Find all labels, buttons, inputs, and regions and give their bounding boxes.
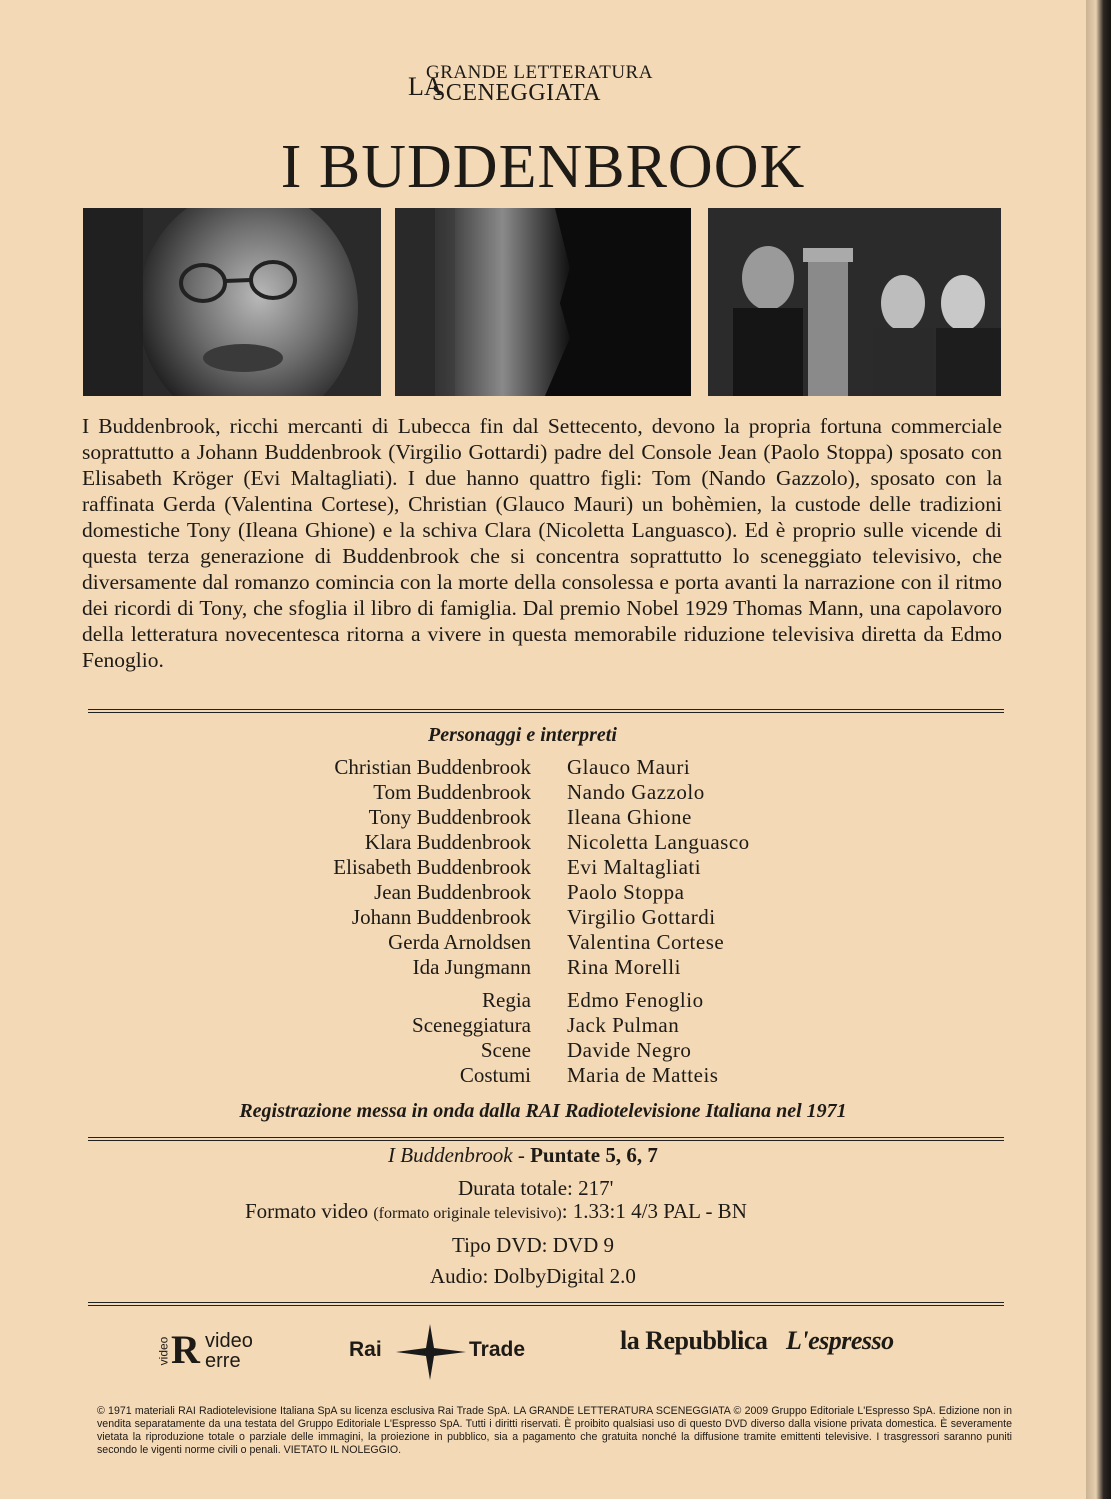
cast-row: [0, 855, 1086, 880]
duration: Durata totale: 217': [458, 1176, 614, 1200]
audio: Audio: DolbyDigital 2.0: [430, 1264, 636, 1288]
cast-row: [0, 830, 1086, 855]
crew-list: [0, 988, 1086, 1088]
cast-heading: Personaggi e interpreti: [428, 724, 617, 746]
videoerre-logo: [156, 1327, 273, 1378]
cast-list: [0, 755, 1086, 980]
cast-role: Tony Buddenbrook: [368, 805, 531, 829]
cast-role: Elisabeth Buddenbrook: [333, 855, 531, 879]
cast-row: [0, 780, 1086, 805]
rai-trade-logo: [349, 1328, 539, 1382]
repubblica-logo: la Repubblica: [620, 1326, 768, 1355]
format-line: [245, 1199, 747, 1224]
divider: [88, 1137, 1004, 1138]
series-logo-la: LA: [408, 72, 443, 101]
cast-actor: Nando Gazzolo: [567, 780, 705, 804]
cast-actor: Virgilio Gottardi: [567, 905, 716, 929]
crew-row: [0, 1063, 1086, 1088]
crew-role: Costumi: [459, 1063, 531, 1087]
legal-notice: © 1971 materiali RAI Radiotelevisione Italiana SpA su licenza esclusiva Rai Trade SpA. LA GRANDE LETTERATURA SCENEGGIATA © 2009 Gruppo Editoriale L'Espresso SpA. Edizione non in vendita separatamente da una testata del Gruppo Editoriale L'Espresso SpA. Tutti i diritti riservati. È proibito qualsiasi uso di questo DVD diverso dalla visione privata domestica. È severamente vietata la riproduzione totale o parziale delle immagini, la proiezione in pubblico, sia a pagamento che gratuita nonché la diffusione tramite emittenti televisive. I trasgressori saranno puniti secondo le vigenti norme civili o penali. VIETATO IL NOLEGGIO.: [97, 1405, 1012, 1456]
episodes-line: [388, 1143, 658, 1168]
rai-label: Rai: [349, 1338, 382, 1361]
rai-star-icon: [396, 1324, 466, 1380]
cast-actor: Nicoletta Languasco: [567, 830, 750, 854]
crew-name: Jack Pulman: [567, 1013, 680, 1037]
cast-role: Jean Buddenbrook: [374, 880, 531, 904]
format-note: (formato originale televisivo): [373, 1205, 562, 1222]
crew-name: Maria de Matteis: [567, 1063, 719, 1087]
divider: [88, 709, 1004, 710]
tech-dash: -: [512, 1143, 531, 1167]
videoerre-line2: erre: [205, 1350, 241, 1372]
crew-role: Regia: [482, 988, 531, 1012]
cast-role: Christian Buddenbrook: [334, 755, 531, 779]
format-value: : 1.33:1 4/3 PAL - BN: [561, 1199, 747, 1223]
crew-name: Edmo Fenoglio: [567, 988, 704, 1012]
cast-row: [0, 880, 1086, 905]
crew-row: [0, 1038, 1086, 1063]
videoerre-vertical-text: video: [156, 1336, 171, 1366]
still-photo-old-man: [83, 208, 381, 396]
crew-name: Davide Negro: [567, 1038, 692, 1062]
tech-title: I Buddenbrook: [388, 1143, 513, 1167]
cast-actor: Glauco Mauri: [567, 755, 691, 779]
divider: [88, 1302, 1004, 1303]
cast-role: Klara Buddenbrook: [364, 830, 531, 854]
cast-actor: Paolo Stoppa: [567, 880, 685, 904]
crew-row: [0, 1013, 1086, 1038]
cast-actor: Rina Morelli: [567, 955, 681, 979]
series-logo: [380, 58, 700, 118]
cast-row: [0, 905, 1086, 930]
crew-row: [0, 988, 1086, 1013]
cast-row: [0, 755, 1086, 780]
page-title: I BUDDENBROOK: [280, 133, 806, 201]
cast-row: [0, 805, 1086, 830]
espresso-logo: L'espresso: [786, 1326, 894, 1355]
videoerre-line1: video: [205, 1330, 253, 1352]
crew-role: Sceneggiatura: [412, 1013, 531, 1037]
cast-role: Johann Buddenbrook: [351, 905, 531, 929]
cast-row: [0, 930, 1086, 955]
cast-actor: Evi Maltagliati: [567, 855, 702, 879]
trade-label: Trade: [469, 1338, 526, 1361]
cast-actor: Ileana Ghione: [567, 805, 692, 829]
episodes: Puntate 5, 6, 7: [530, 1143, 658, 1167]
synopsis-text: I Buddenbrook, ricchi mercanti di Lubecca fin dal Settecento, devono la propria fortuna commerciale soprattutto a Johann Buddenbrook (Virgilio Gottardi) padre del Console Jean (Paolo Stoppa) sposato con Elisabeth Kröger (Evi Maltagliati). I due hanno quattro figli: Tom (Nando Gazzolo), sposato con la raffinata Gerda (Valentina Cortese), Christian (Glauco Mauri) un bohèmien, la custode delle tradizioni domestiche Tony (Ileana Ghione) e la schiva Clara (Nicoletta Languasco). Ed è proprio sulle vicende di questa terza generazione di Buddenbrook che si concentra soprattutto lo sceneggiato televisivo, che diversamente dal romanzo comincia con la morte della consolessa e porta avanti la narrazione con il ritmo dei ricordi di Tony, che sfoglia il libro di famiglia. Dal premio Nobel 1929 Thomas Mann, una capolavoro della letteratura novecentesca ritorna a vivere in questa memorabile riduzione televisiva diretta da Edmo Fenoglio.: [82, 414, 1002, 672]
case-edge: [1086, 0, 1111, 1499]
cast-role: Gerda Arnoldsen: [388, 930, 531, 954]
broadcast-note: Registrazione messa in onda dalla RAI Radiotelevisione Italiana nel 1971: [239, 1100, 847, 1122]
format-label: Formato video: [245, 1199, 369, 1223]
videoerre-r-mark: R: [171, 1327, 200, 1372]
cast-role: Ida Jungmann: [412, 955, 531, 979]
publisher-logos: [0, 1322, 1086, 1382]
series-logo-line2: SCENEGGIATA: [432, 80, 601, 106]
crew-role: Scene: [480, 1038, 531, 1062]
cast-row: [0, 955, 1086, 980]
dvd-type: Tipo DVD: DVD 9: [452, 1233, 615, 1257]
cast-actor: Valentina Cortese: [567, 930, 725, 954]
series-logo-line1: GRANDE LETTERATURA: [426, 62, 653, 83]
still-photo-group: [708, 208, 1001, 396]
still-photo-woman-profile: [395, 208, 691, 396]
cast-role: Tom Buddenbrook: [373, 780, 531, 804]
